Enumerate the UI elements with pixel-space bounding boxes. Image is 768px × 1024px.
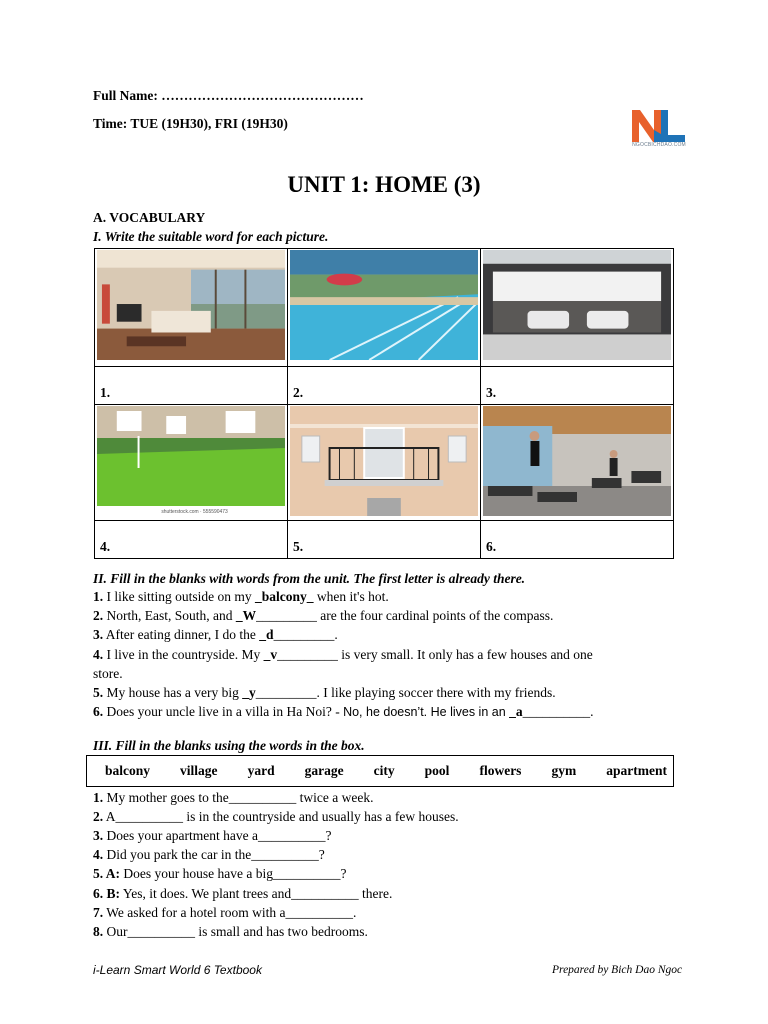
item-number: 6.: [93, 886, 104, 901]
item-text: My house has a very big: [103, 685, 243, 700]
item-number: 7.: [93, 905, 104, 920]
item-text: Our__________ is small and has two bedrooms.: [103, 924, 368, 939]
exercise3-item: [93, 866, 346, 882]
item-number: 2.: [93, 809, 104, 824]
item-number: 5.: [93, 866, 104, 881]
word-box: [86, 755, 674, 787]
picture-number-4: 4.: [95, 521, 288, 559]
item-text: I like sitting outside on my: [103, 589, 255, 604]
footer-signature: Prepared by Bich Dao Ngoc: [552, 964, 683, 976]
logo-caption: NGOCBICHDAO.COM: [632, 142, 686, 148]
picture-cell: [288, 405, 481, 521]
word-box-item: apartment: [606, 763, 667, 778]
item-text: No, he doesn’t. He lives in an: [343, 705, 510, 719]
word-box-item: garage: [304, 763, 344, 778]
exercise2-instruction: II. Fill in the blanks with words from the unit. The first letter is already there.: [93, 571, 526, 586]
picture-cell: [95, 405, 288, 521]
picture-number-2: 2.: [288, 367, 481, 405]
item-text: I live in the countryside. My: [103, 647, 264, 662]
full-name-line: [93, 88, 364, 104]
item-number: 8.: [93, 924, 104, 939]
exercise3-item: [93, 809, 459, 825]
word-box-item: gym: [551, 763, 577, 778]
picture-cell: [481, 405, 674, 521]
exercise2-item: [93, 589, 389, 605]
exercise2-item: [93, 704, 594, 720]
item-speaker: A:: [103, 866, 120, 881]
exercise3-item: [93, 828, 331, 844]
exercise3-instruction: III. Fill in the blanks using the words in the box.: [93, 738, 365, 753]
item-text: A__________ is in the countryside and usually has a few houses.: [103, 809, 459, 824]
balcony-picture: [290, 406, 478, 516]
picture-number-1: 1.: [95, 367, 288, 405]
footer-textbook: i-Learn Smart World 6 Textbook: [93, 963, 262, 977]
item-text: _________.: [273, 627, 338, 642]
item-text: _________ is very small. It only has a few houses and one: [277, 647, 593, 662]
item-number: 5.: [93, 685, 104, 700]
exercise3-item: [93, 886, 392, 902]
yard-picture: [97, 406, 285, 516]
item-number: 3.: [93, 828, 104, 843]
word-box-item: city: [373, 763, 395, 778]
item-hint: _a: [509, 704, 523, 719]
item-text: Does your uncle live in a villa in Ha Noi? -: [103, 704, 344, 719]
time-line: Time: TUE (19H30), FRI (19H30): [93, 116, 288, 131]
picture-cell: [288, 249, 481, 367]
item-text: My mother goes to the__________ twice a week.: [103, 790, 374, 805]
item-number: 6.: [93, 704, 104, 719]
picture-cell: [481, 249, 674, 367]
page-title: UNIT 1: HOME (3): [287, 172, 481, 197]
item-number: 3.: [93, 627, 104, 642]
exercise2-item: [93, 608, 553, 624]
exercise2-item: [93, 627, 338, 643]
watermark: shutterstock.com · 555590473: [161, 509, 228, 516]
nbd-logo: [630, 104, 688, 146]
word-box-item: yard: [247, 763, 275, 778]
word-box-item: village: [180, 763, 218, 778]
item-hint: _v: [263, 647, 278, 662]
item-number: 1.: [93, 589, 104, 604]
picture-number-6: 6.: [481, 521, 674, 559]
exercise2-item: [93, 685, 556, 701]
exercise1-instruction: I. Write the suitable word for each picture.: [93, 229, 329, 244]
item-hint: _W: [235, 608, 257, 623]
item-speaker: B:: [103, 886, 120, 901]
picture-cell: [95, 249, 288, 367]
item-text: _________. I like playing soccer there with my friends.: [255, 685, 556, 700]
item-text: Did you park the car in the__________?: [103, 847, 325, 862]
exercise3-item: [93, 847, 325, 863]
picture-number-3: 3.: [481, 367, 674, 405]
garage-picture: [483, 250, 671, 360]
item-number: 2.: [93, 608, 104, 623]
item-text: Does your apartment have a__________?: [103, 828, 332, 843]
picture-table: [94, 248, 674, 559]
swimming-pool-picture: [290, 250, 478, 360]
item-text: __________.: [522, 704, 594, 719]
item-text: After eating dinner, I do the: [103, 627, 260, 642]
full-name-label: Full Name:: [93, 88, 158, 103]
item-number: 4.: [93, 847, 104, 862]
word-box-item: pool: [424, 763, 450, 778]
item-hint: _d: [259, 627, 274, 642]
picture-number-5: 5.: [288, 521, 481, 559]
item-number: 1.: [93, 790, 104, 805]
gym-picture: [483, 406, 671, 516]
item-text: Does your house have a big__________?: [120, 866, 347, 881]
item-text: We asked for a hotel room with a__________.: [103, 905, 357, 920]
exercise2-item: [93, 647, 593, 663]
exercise3-item: [93, 924, 368, 940]
item-text: _________ are the four cardinal points of the compass.: [256, 608, 554, 623]
item-number: 4.: [93, 647, 104, 662]
exercise3-item: [93, 790, 373, 806]
exercise2-item-continued: store.: [93, 666, 123, 681]
item-text: when it's hot.: [313, 589, 389, 604]
word-box-item: balcony: [105, 763, 151, 778]
item-answer: _balcony_: [255, 589, 314, 604]
word-box-item: flowers: [479, 763, 522, 778]
section-vocabulary: A. VOCABULARY: [93, 210, 206, 225]
item-text: Yes, it does. We plant trees and__________ there.: [120, 886, 393, 901]
item-text: North, East, South, and: [103, 608, 236, 623]
living-room-picture: [97, 250, 285, 360]
exercise3-item: [93, 905, 356, 921]
item-hint: _y: [242, 685, 256, 700]
full-name-blank: ………………………………………: [161, 88, 364, 103]
